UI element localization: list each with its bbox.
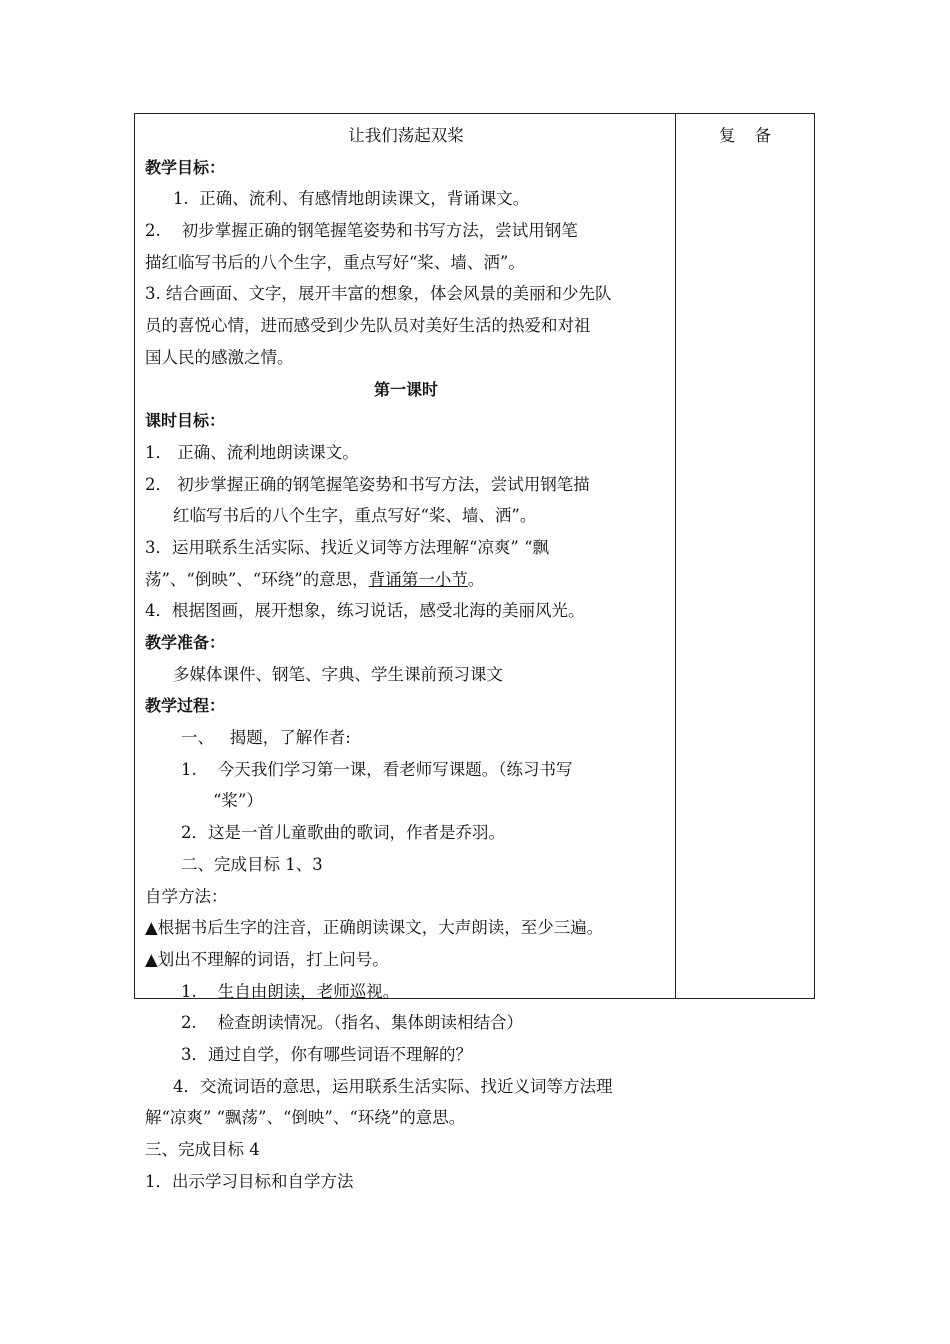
line-text: 2. 初步掌握正确的钢笔握笔姿势和书写方法，尝试用钢笔	[145, 221, 578, 241]
text-line	[145, 183, 667, 215]
review-label-text: 复 备	[718, 126, 772, 145]
line-text: 二、完成目标 1、3	[181, 854, 323, 874]
line-text: 课时目标：	[145, 411, 226, 431]
line-text: 教学过程：	[145, 696, 226, 716]
text-line	[145, 215, 667, 247]
section-heading	[145, 152, 667, 184]
text-line	[145, 278, 667, 310]
text-line	[145, 912, 667, 944]
line-text: 1. 正确、流利、有感情地朗读课文，背诵课文。	[173, 189, 530, 209]
review-label	[676, 120, 814, 152]
lesson-content	[145, 120, 667, 1197]
line-text: 多媒体课件、钢笔、字典、学生课前预习课文	[173, 664, 503, 684]
text-line	[145, 1071, 667, 1103]
line-text: 3. 结合画面、文字，展开丰富的想象，体会风景的美丽和少先队	[145, 284, 612, 304]
text-line	[145, 944, 667, 976]
line-text: 3．运用联系生活实际、找近义词等方法理解“凉爽” “飘	[145, 537, 550, 557]
line-text: 国人民的感激之情。	[145, 347, 294, 367]
lesson-plan-table	[134, 113, 815, 1191]
section-heading	[145, 405, 667, 437]
section-heading	[145, 374, 667, 406]
lesson-lines	[145, 152, 667, 1198]
section-heading	[145, 690, 667, 722]
line-text: 1． 正确、流利地朗读课文。	[145, 442, 359, 462]
line-text: 红临写书后的八个生字，重点写好“桨、墙、洒”。	[173, 506, 537, 526]
line-text: 荡”、“倒映”、“环绕”的意思，	[145, 569, 369, 589]
line-text: 三、完成目标 4	[145, 1140, 260, 1159]
line-text: 2． 初步掌握正确的钢笔握笔姿势和书写方法，尝试用钢笔描	[145, 474, 590, 494]
column-divider	[675, 114, 676, 998]
underlined-text: 背诵第一小节	[368, 569, 468, 589]
line-text: 4．交流词语的意思，运用联系生活实际、找近义词等方法理	[173, 1076, 613, 1096]
text-line	[145, 1007, 667, 1039]
text-line	[145, 659, 667, 691]
line-text: ▲划出不理解的词语，打上问号。	[145, 949, 389, 969]
line-text: 教学目标：	[145, 157, 226, 177]
line-text: 1. 生自由朗读，老师巡视。	[181, 981, 400, 1001]
line-text: 教学准备：	[145, 633, 226, 652]
line-text: 自学方法：	[145, 886, 228, 906]
line-text: 3．通过自学，你有哪些词语不理解的？	[181, 1044, 472, 1064]
line-text: 第一课时	[373, 379, 438, 399]
lesson-title: 让我们荡起双桨	[348, 126, 464, 145]
line-text: ▲根据书后生字的注音，正确朗读课文，大声朗读，至少三遍。	[145, 918, 604, 938]
text-line	[145, 310, 667, 342]
line-text: 员的喜悦心情，进而感受到少先队员对美好生活的热爱和对祖	[145, 316, 591, 336]
line-text: 解“凉爽” “飘荡”、“倒映”、“环绕”的意思。	[145, 1108, 466, 1128]
text-line	[145, 469, 667, 501]
line-text: 一、 揭题，了解作者:	[181, 728, 351, 748]
text-line	[145, 1039, 667, 1071]
line-text: 4．根据图画，展开想象，练习说话，感受北海的美丽风光。	[145, 601, 585, 621]
line-text: 描红临写书后的八个生字，重点写好“桨、墙、洒”。	[145, 252, 525, 272]
section-heading	[145, 627, 667, 659]
text-line	[145, 437, 667, 469]
text-line	[145, 754, 667, 786]
text-line	[145, 564, 667, 596]
line-text: 1. 今天我们学习第一课，看老师写课题。（练习书写	[181, 759, 573, 779]
text-line	[145, 1102, 667, 1134]
text-line	[145, 1134, 667, 1166]
text-line	[145, 1166, 667, 1198]
line-text: “桨”）	[213, 791, 263, 811]
text-line	[145, 976, 667, 1008]
line-text: 1．出示学习目标和自学方法	[145, 1171, 354, 1191]
text-line	[145, 722, 667, 754]
text-line	[145, 595, 667, 627]
text-line	[145, 500, 667, 532]
line-text: 2. 检查朗读情况。（指名、集体朗读相结合）	[181, 1013, 523, 1033]
text-line	[145, 881, 667, 913]
review-column	[676, 120, 814, 152]
text-line	[145, 342, 667, 374]
line-tail: 。	[467, 569, 485, 589]
text-line	[145, 849, 667, 881]
text-line	[145, 785, 667, 817]
text-line	[145, 247, 667, 279]
text-line	[145, 817, 667, 849]
line-text: 2．这是一首儿童歌曲的歌词，作者是乔羽。	[181, 823, 505, 843]
text-line	[145, 532, 667, 564]
